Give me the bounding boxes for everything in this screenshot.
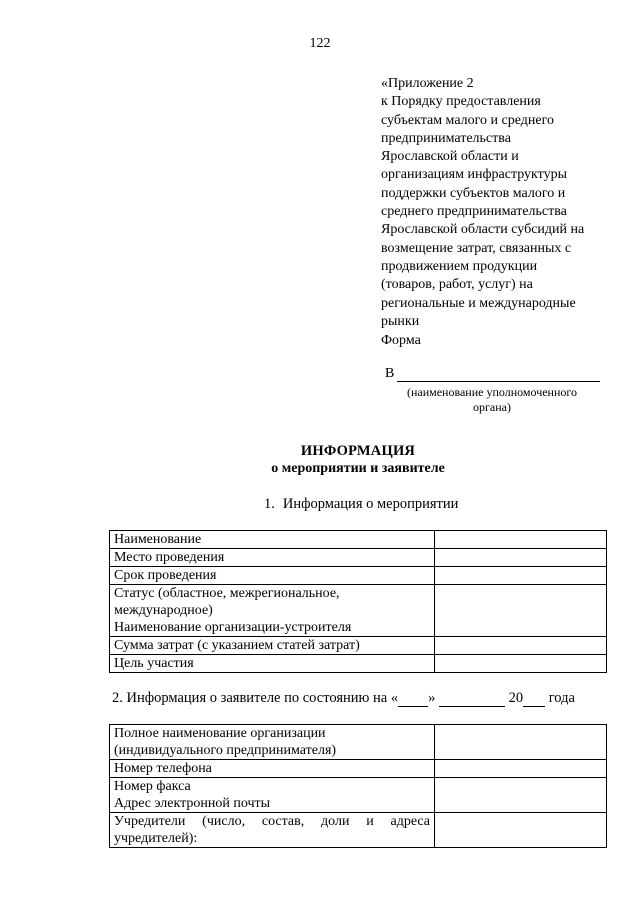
section1-number: 1. [264,496,275,512]
row-value-cell [435,725,607,760]
row-value-cell [435,549,607,567]
appendix-line: (товаров, работ, услуг) на [381,277,533,293]
applicant-info-table [109,724,607,848]
row-value-cell [435,813,607,848]
row-label [110,725,435,760]
addressee-caption [392,385,592,415]
row-label [110,778,435,813]
appendix-line: возмещение затрат, связанных с [381,240,572,256]
row-label: Цель участия [110,655,435,673]
addressee-blank-line [397,367,600,382]
appendix-line: предпринимательства [381,130,511,146]
table-row [110,637,607,655]
appendix-line: продвижением продукции [381,258,538,274]
row-label-line: учредителей): [114,831,198,846]
row-label-line: Учредители (число, состав, доли и адреса [114,814,430,829]
row-value-cell [435,585,607,637]
appendix-line: организациям инфраструктуры [381,167,568,183]
table-row [110,725,607,760]
appendix-line: поддержки субъектов малого и [381,185,566,201]
row-label [110,813,435,848]
year-blank-line [523,693,545,707]
document-title: ИНФОРМАЦИЯ [300,443,416,459]
row-value-cell [435,778,607,813]
appendix-line: субъектам малого и среднего [381,112,554,128]
appendix-line: к Порядку предоставления [381,94,541,110]
form-label: Форма [381,333,421,348]
row-label: Место проведения [110,549,435,567]
row-value-cell [435,531,607,549]
row-label-line: Адрес электронной почты [114,796,271,811]
row-value-cell [435,637,607,655]
section2-year-prefix: 20 [508,690,524,706]
section2-heading [112,690,575,707]
section2-heading-prefix: 2. Информация о заявителе по состоянию на « [112,690,399,706]
row-label-line: Номер факса [114,779,191,794]
table-row [110,531,607,549]
page-number: 122 [309,36,331,51]
addressee-prefix: В [385,366,395,381]
table-row [110,778,607,813]
row-label: Наименование [110,531,435,549]
row-value-cell [435,760,607,778]
document-subtitle: о мероприятии и заявителе [271,461,445,476]
appendix-line: рынки [381,313,420,329]
section1-title: Информация о мероприятии [282,496,459,512]
table-row [110,813,607,848]
appendix-block [381,75,611,331]
row-value-cell [435,567,607,585]
appendix-line: Ярославской области субсидий на [381,222,585,238]
row-label-line: (индивидуального предпринимателя) [114,743,337,758]
row-label: Сумма затрат (с указанием статей затрат) [110,637,435,655]
row-label [110,585,435,637]
appendix-line: «Приложение 2 [381,76,474,91]
appendix-line: региональные и международные [381,295,576,311]
section1-heading [264,496,458,513]
row-label-line: Полное наименование организации [114,726,326,741]
table-row [110,760,607,778]
section2-quote-close: » [428,690,436,706]
addressee-caption-line: (наименование уполномоченного [406,385,578,399]
row-value-cell [435,655,607,673]
table-row [110,655,607,673]
day-blank-line [398,693,428,707]
row-label: Номер телефона [110,760,435,778]
event-info-table [109,530,607,673]
month-blank-line [439,693,505,707]
addressee-field [385,366,600,382]
row-label-line: Статус (областное, межрегиональное, [114,586,340,601]
section2-heading-suffix: года [548,690,575,706]
row-label: Срок проведения [110,567,435,585]
appendix-line: среднего предпринимательства [381,204,567,220]
table-row [110,585,607,637]
table-row [110,549,607,567]
row-label-line: Наименование организации-устроителя [114,620,352,635]
row-label-line: международное) [114,603,213,618]
table-row [110,567,607,585]
appendix-line: Ярославской области и [381,149,519,165]
addressee-caption-line: органа) [473,400,511,414]
